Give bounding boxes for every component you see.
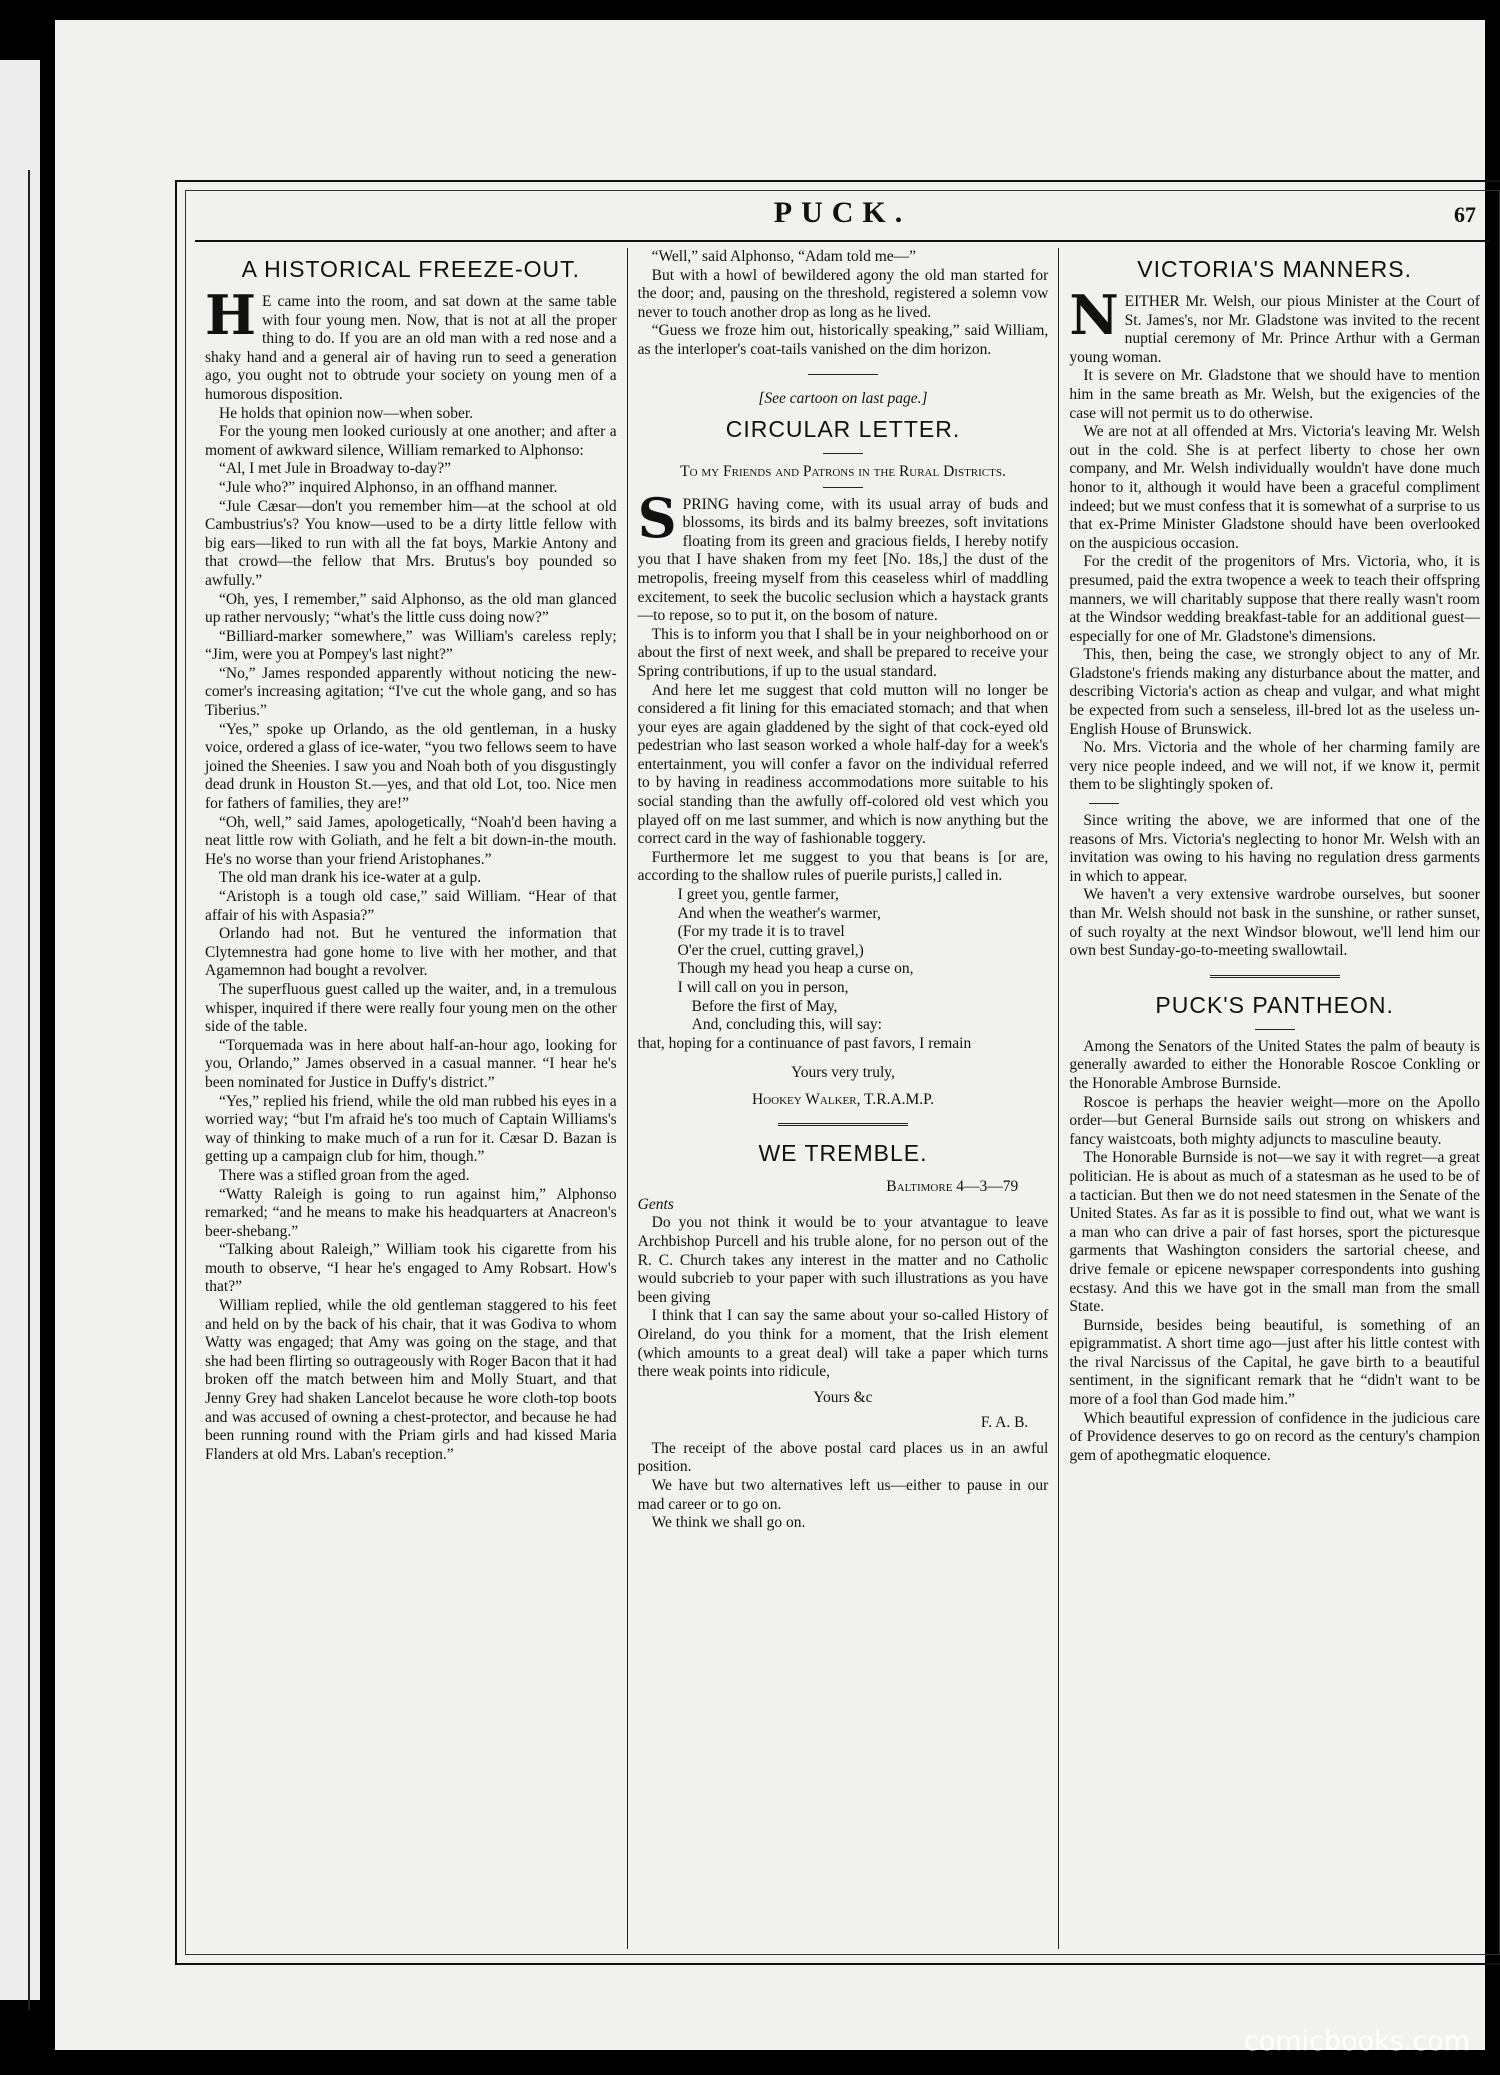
paragraph: Which beautiful expression of confidence in the judicious care of Providence deserves to go on record as the century's champion gem of apothegmatic eloquence.: [1069, 1409, 1480, 1464]
paragraph: This is to inform you that I shall be in your neighborhood on or about the first of next week, and shall be prepared to receive your Spring contributions, if up to the usual standard.: [637, 625, 1049, 680]
paragraph: “Talking about Raleigh,” William took his cigarette from his mouth to observe, “I hear he's engaged to Amy Robsart. How's that?”: [205, 1241, 617, 1296]
signature: Hookey Walker, T.R.A.M.P.: [752, 1091, 934, 1109]
paragraph: We haven't a very extensive wardrobe ourselves, but sooner than Mr. Welsh should not bask in the sunshine, or rather sunset, of such royalty at the next Windsor blowout, we'll lend him our own best Sunday-go-to-meeting swallowtail.: [1069, 886, 1480, 960]
poem-line: O'er the cruel, cutting gravel,): [677, 941, 864, 959]
paragraph: No. Mrs. Victoria and the whole of her charming family are very nice people indeed, and we will not, if we know it, permit them to be slightingly spoken of.: [1069, 739, 1480, 794]
letter-salutation: To my Friends and Patrons in the Rural Districts.: [680, 462, 1006, 480]
column-1: [195, 248, 627, 1949]
poem-line: I will call on you in person,: [677, 979, 849, 996]
short-rule: [1089, 803, 1119, 804]
paragraph: The superfluous guest called up the waiter, and, in a tremulous whisper, inquired if there were really four young men on the other side of the table.: [205, 980, 617, 1036]
paragraph: “Jule Cæsar—don't you remember him—at the school at old Cambustrius's? You know—used to be a dirty little fellow with big ears—liked to run with all the fat boys, Markie Antony and that crowd—the fellow that Mrs. Brutus's boy pounded so awfully.”: [205, 497, 617, 589]
paragraph: “Well,” said Alphonso, “Adam told me—”: [651, 248, 917, 265]
facing-page-edge: [0, 60, 40, 2000]
closing: Yours very truly,: [791, 1064, 895, 1082]
paragraph: Furthermore let me suggest to you that beans is [or are, according to the shallow rules of puerile purists,] called in.: [637, 848, 1049, 885]
poem-line: Before the first of May,: [691, 997, 838, 1015]
section-rule: [778, 1123, 908, 1126]
paragraph: “Oh, yes, I remember,” said Alphonso, as the old man glanced up rather nervously; “what's the little cuss doing now?”: [205, 590, 617, 627]
paragraph: This, then, being the case, we strongly object to any of Mr. Gladstone's friends making any disturbance about the matter, and describing Victoria's action as cheap and vulgar, and what might be expected from such a senseless, ill-bred lot as the useless un-English House of Brunswick.: [1069, 646, 1480, 738]
paragraph: “Billiard-marker somewhere,” was William's careless reply; “Jim, were you at Pompey's last night?”: [205, 627, 617, 664]
paragraph: “Jule who?” inquired Alphonso, in an offhand manner.: [219, 478, 558, 496]
paragraph: “Oh, well,” said James, apologetically, “Noah'd been having a neat little row with Goliath, and he felt a bit down-in-the mouth. He's no worse than your friend Aristophanes.”: [205, 813, 617, 868]
heading-pucks-pantheon: PUCK'S PANTHEON.: [1155, 991, 1394, 1018]
paragraph: The Honorable Burnside is not—we say it with regret—a great politician. He is about as much of a statesman as he used to be of a tactician. But then we do not need statesmen in the Senate of the United States. As far as it is possible to find out, what we want is a man who can drive a pair of fast horses, sport the picturesque garments that Washington considers the sartorial cheese, and drive female or epicene newspaper correspondents into gushing ecstasy. And this we have got in the small man from the small State.: [1069, 1149, 1480, 1316]
column-2: [627, 248, 1059, 1949]
cartoon-note: [See cartoon on last page.]: [758, 389, 928, 407]
paragraph: NEITHER Mr. Welsh, our pious Minister at the Court of St. James's, nor Mr. Gladstone was invited to the recent nuptial ceremony of Mr. Prince Arthur with a German young woman.: [1069, 283, 1480, 366]
paragraph: “Aristoph is a tough old case,” said William. “Hear of that affair of his with Aspasia?”: [205, 888, 617, 924]
paragraph: We have but two alternatives left us—either to pause in our mad career or to go on.: [637, 1476, 1049, 1513]
paragraph: For the young men looked curiously at one another; and after a moment of awkward silence, William remarked to Alphonso:: [205, 423, 617, 459]
heading-rule: [823, 453, 863, 454]
paragraph: Orlando had not. But he ventured the information that Clytemnestra had gone home to live with her mother, and that Agamemnon had bought a revolver.: [205, 925, 617, 980]
paragraph: It is severe on Mr. Gladstone that we should have to mention him in the same breath as Mr. Welsh, but the exigencies of the case will not permit us to do otherwise.: [1069, 367, 1480, 422]
poem-line: I greet you, gentle farmer,: [677, 886, 839, 904]
section-rule: [808, 374, 878, 375]
poem: [638, 886, 1049, 1035]
heading-victorias-manners: VICTORIA'S MANNERS.: [1137, 256, 1412, 282]
closing: Yours &c: [813, 1388, 873, 1406]
paragraph: Do you not think it would be to your atvantague to leave Archbishop Purcell and his truble alone, for no person out of the R. C. Church takes any interest in the matter and no Catholic would subcrieb to your paper with such illustrations as you have been giving: [637, 1214, 1049, 1306]
paragraph: For the credit of the progenitors of Mrs. Victoria, who, it is presumed, paid the extra twopence a week to teach their offspring manners, we will charitably suppose that there really wasn't room at the Windsor wedding breakfast-table for an additional guest—especially for one of Mr. Gladstone's dimensions.: [1069, 553, 1480, 645]
poem-line: And, concluding this, will say:: [691, 1016, 882, 1034]
paragraph: “Watty Raleigh is going to run against him,” Alphonso remarked; “and he means to make his headquarters at Anacreon's beer-shebang.”: [205, 1185, 617, 1240]
drop-cap: N: [1069, 283, 1119, 347]
paragraph: The receipt of the above postal card places us in an awful position.: [637, 1439, 1049, 1476]
drop-cap: H: [205, 283, 257, 347]
paragraph: “Yes,” spoke up Orlando, as the old gentleman, in a husky voice, ordered a glass of ice-water, “you two fellows seem to have joined the Sheenies. I saw you and Noah both of you disgustingly dead drunk in Houston St.—yes, and that old Lot, too. Nice men for fathers of families, they are!”: [205, 720, 617, 813]
paragraph: Burnside, besides being beautiful, is something of an epigrammatist. A short time ago—just after his little contest with the rival Narcissus of the Capital, he gave birth to a beautiful sentiment, in the significant remark that he “didn't want to be more of a fool than God made him.”: [1069, 1316, 1480, 1409]
paragraph: “Al, I met Jule in Broadway to-day?”: [219, 460, 451, 478]
paragraph: SPRING having come, with its usual array of buds and blossoms, its birds and its balmy breezes, soft invitations floating from its green and gracious fields, I hereby notify you that I have shaken from my feet [No. 18s,] the dust of the metropolis, freeing myself from this ceaseless whirl of maddling excitement, to seek the bucolic seclusion which a haystack grants—to repose, so to put it, on the bosom of nature.: [637, 485, 1049, 625]
paragraph: “Torquemada was in here about half-an-hour ago, looking for you, Orlando,” James observed in a casual manner. “I hear he's been nominated for Justice in Duffy's district.”: [205, 1036, 617, 1091]
masthead-rule: [195, 240, 1490, 242]
poem-line: Though my head you heap a curse on,: [677, 960, 914, 978]
paragraph: And here let me suggest that cold mutton will no longer be considered a fit lining for this emaciated stomach; and that when your eyes are again gladdened by the sight of that cock-eyed old pedestrian who last season worked a whole half-day for a week's entertainment, you will confer a favor on the individual referred to by having in readiness accommodations more suitable to his social standing than the awfully off-colored old vest which you played off on me last summer, and which is now anything but the correct card in the way of fashionable toggery.: [637, 681, 1049, 848]
paragraph: But with a howl of bewildered agony the old man started for the door; and, pausing on the threshold, registered a solemn vow never to touch another drop as long as he lived.: [637, 266, 1049, 321]
paragraph: “No,” James responded apparently without noticing the new-comer's increasing agitation; “I've cut the whole gang, and so has Tiberius.”: [205, 664, 617, 720]
page-number: 67: [1454, 202, 1476, 227]
poem-line: And when the weather's warmer,: [677, 904, 881, 922]
paragraph: William replied, while the old gentleman staggered to his feet and held on by the back of his chair, that it was Godiva to whom Watty was engaged; that Amy was going on the stage, and that she had been flirting so outrageously with Roger Bacon that it had broken off the match between him and Molly Stuart, and that Jenny Grey had shaken Lancelot because he wore cloth-top boots and was accused of owning a chest-protector, and because he had been running round with the Priam girls and had kissed Maria Flanders at old Mrs. Laban's reception.”: [205, 1297, 617, 1463]
poem-line: (For my trade it is to travel: [677, 923, 845, 941]
article-columns: [195, 248, 1490, 1949]
section-rule: [1210, 975, 1340, 978]
paragraph: I think that I can say the same about your so-called History of Oireland, do you think for a moment, that the Irish element (which amounts to a great deal) will take a paper which turns there weak points into ridicule,: [637, 1307, 1049, 1381]
paragraph: We think we shall go on.: [651, 1514, 806, 1532]
paragraph: “Guess we froze him out, historically speaking,” said William, as the interloper's coat-tails vanished on the dim horizon.: [637, 322, 1049, 358]
drop-cap: S: [637, 485, 677, 550]
paragraph: Roscoe is perhaps the heavier weight—more on the Apollo order—but General Burnside sails out strong on whiskers and fancy waistcoats, both mighty adjuncts to masculine beauty.: [1069, 1093, 1480, 1148]
heading-we-tremble: WE TREMBLE.: [758, 1140, 928, 1167]
signature: F. A. B.: [980, 1413, 1029, 1431]
column-3: [1058, 248, 1490, 1949]
salutation: Gents: [637, 1196, 674, 1214]
heading-rule: [1255, 1029, 1295, 1030]
heading-circular-letter: CIRCULAR LETTER.: [725, 415, 961, 442]
heading-historical-freeze-out: A HISTORICAL FREEZE-OUT.: [241, 256, 581, 282]
paragraph: Since writing the above, we are informed that one of the reasons of Mrs. Victoria's neglecting to honor Mr. Welsh with an invitation was owing to his having no regulation dress garments in which to appear.: [1069, 812, 1480, 885]
dateline: Baltimore 4—3—79: [886, 1178, 1019, 1196]
masthead: [177, 196, 1500, 236]
paragraph: Among the Senators of the United States the palm of beauty is generally awarded to either the Honorable Roscoe Conkling or the Honorable Ambrose Burnside.: [1069, 1037, 1480, 1092]
paragraph: H E came into the room, and sat down at the same table with four young men. Now, that is not at all the proper thing to do. If you are an old man with a red nose and a shaky hand and a general air of having run to seed a generation ago, you ought not to obtrude your society on young men of a humorous disposition.: [205, 283, 617, 403]
masthead-title: PUCK.: [773, 196, 912, 229]
paragraph: We are not at all offended at Mrs. Victoria's leaving Mr. Welsh out in the cold. She is at perfect liberty to chose her own company, and Mr. Welsh individually wouldn't have done much honor to it, although it would have been a graceful compliment indeed; but we must confess that it is somewhat of a surprise to us that ex-Prime Minister Gladstone should have been overlooked on the auspicious occasion.: [1069, 423, 1480, 552]
paragraph: The old man drank his ice-water at a gulp.: [219, 869, 482, 887]
paragraph: He holds that opinion now—when sober.: [219, 404, 474, 422]
paragraph: “Yes,” replied his friend, while the old man rubbed his eyes in a worried way; “but I'm afraid he's too much of Captain Williams's way of thinking to make much of a run for it. Cæsar D. Bazan is getting up a campaign club for him, though.”: [205, 1092, 617, 1166]
page-sheet: [55, 20, 1485, 2050]
heading-rule: [823, 487, 863, 488]
watermark-credit: comicbooks.com: [1243, 2026, 1470, 2057]
paragraph: that, hoping for a continuance of past favors, I remain: [637, 1034, 972, 1052]
page-frame: [175, 180, 1500, 1965]
paragraph: There was a stifled groan from the aged.: [219, 1166, 470, 1184]
